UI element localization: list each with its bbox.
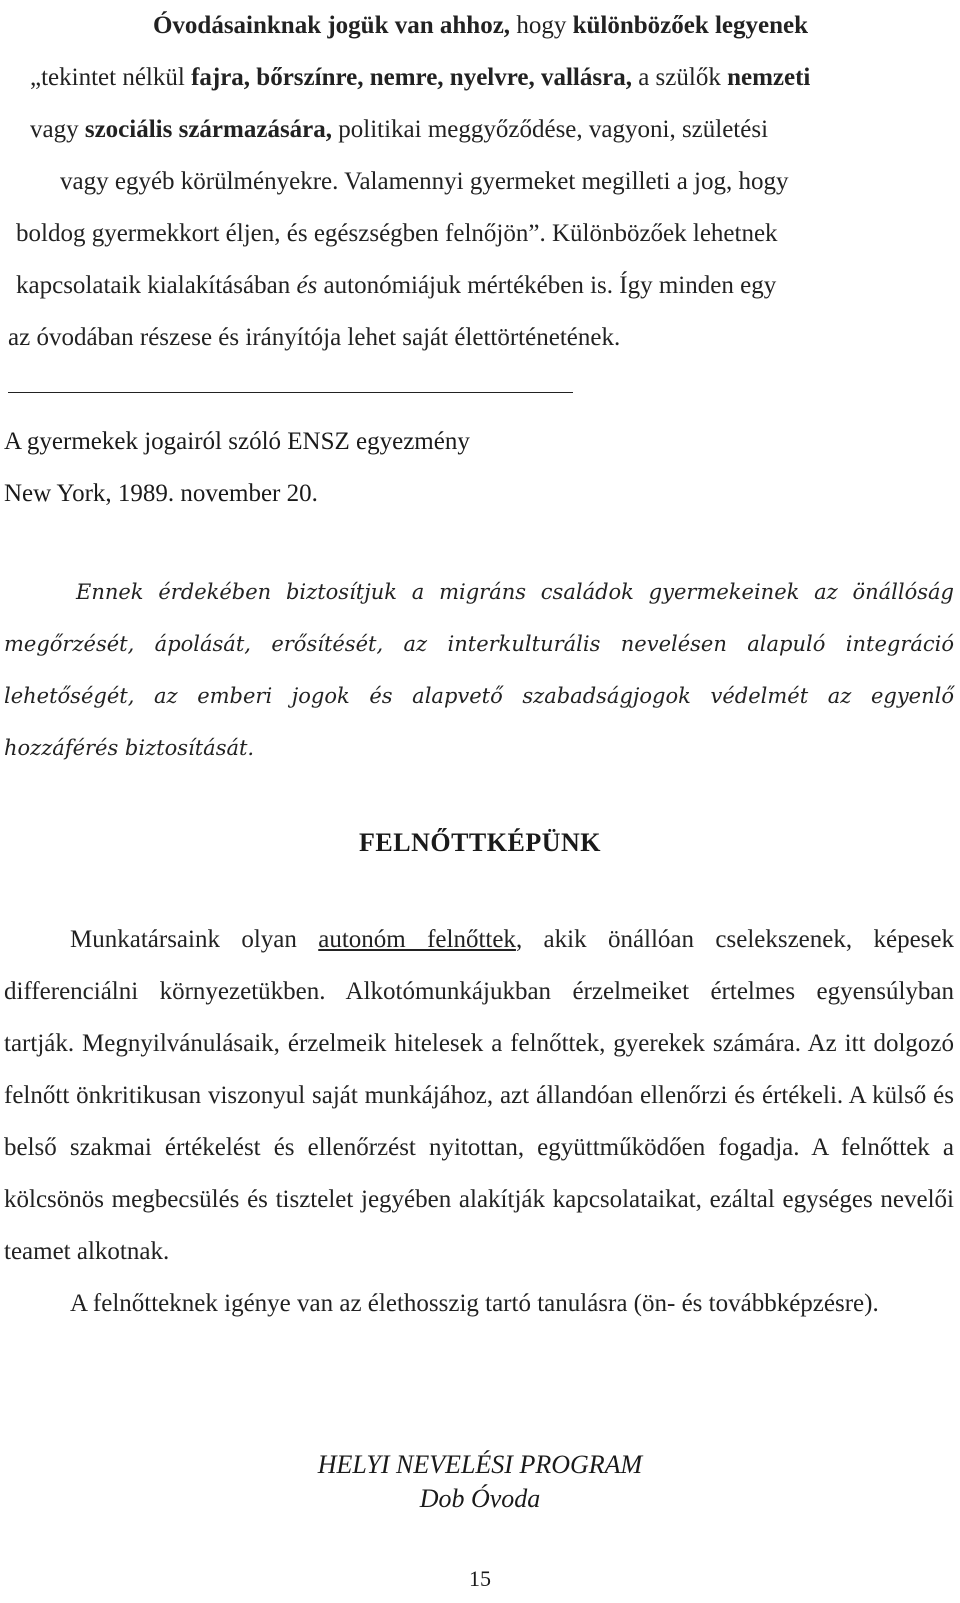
page-number: 15: [469, 1566, 491, 1591]
quote-line: „tekintet nélkül fajra, bőrszínre, nemre, nyelvre, vallásra, a szülők nemzeti: [30, 64, 811, 91]
document-footer: [0, 1448, 960, 1516]
migrant-children-paragraph: Ennek érdekében biztosítjuk a migráns családok gyermekeinek az önállóság megőrzését, ápolását, erősítését, az interkulturális nevelésen alapuló integráció lehetőségét, az emberi jogok és alapvető szabadságjogok védelmét az egyenlő hozzáférés biztosítását.: [4, 580, 954, 760]
quote-line: az óvodában részese és irányítója lehet saját élettörténetének.: [8, 324, 621, 351]
quote-line: vagy szociális származására, politikai meggyőződése, vagyoni, születési: [30, 116, 769, 143]
section-heading: FELNŐTTKÉPÜNK: [359, 828, 601, 857]
body-paragraph: A felnőtteknek igénye van az élethosszig tartó tanulásra (ön- és továbbképzésre).: [70, 1290, 879, 1317]
divider: [8, 392, 573, 393]
source-title: A gyermekek jogairól szóló ENSZ egyezmény: [4, 428, 470, 455]
rights-quote: [8, 0, 953, 364]
institution-name: Dob Óvoda: [419, 1484, 541, 1513]
quote-line: Óvodásainknak jogük van ahhoz, hogy különbözőek legyenek: [152, 12, 809, 39]
quote-line: kapcsolataik kialakításában és autonómiájuk mértékében is. Így minden egy: [16, 272, 777, 299]
section-body: [4, 914, 954, 1330]
source-date: New York, 1989. november 20.: [4, 480, 318, 507]
program-name: HELYI NEVELÉSI PROGRAM: [317, 1450, 643, 1479]
body-paragraph: Munkatársaink olyan autonóm felnőttek, akik önállóan cselekszenek, képesek differenciálni környezetükben. Alkotómunkájukban érzelmeiket értelmes egyensúlyban tartják. Megnyilvánulásaik, érzelmeik hitelesek a felnőttek, gyerekek számára. Az itt dolgozó felnőtt önkritikusan viszonyul saját munkájához, azt állandóan ellenőrzi és értékeli. A külső és belső szakmai értékelést és ellenőrzést nyitottan, együttműködően fogadja. A felnőttek a kölcsönös megbecsülés és tisztelet jegyében alakítják kapcsolataikat, ezáltal egységes nevelői teamet alkotnak.: [4, 926, 954, 1265]
quote-line: boldog gyermekkort éljen, és egészségben felnőjön”. Különbözőek lehetnek: [16, 220, 778, 247]
quote-source: [4, 416, 470, 520]
quote-line: vagy egyéb körülményekre. Valamennyi gyermeket megilleti a jog, hogy: [60, 168, 789, 195]
